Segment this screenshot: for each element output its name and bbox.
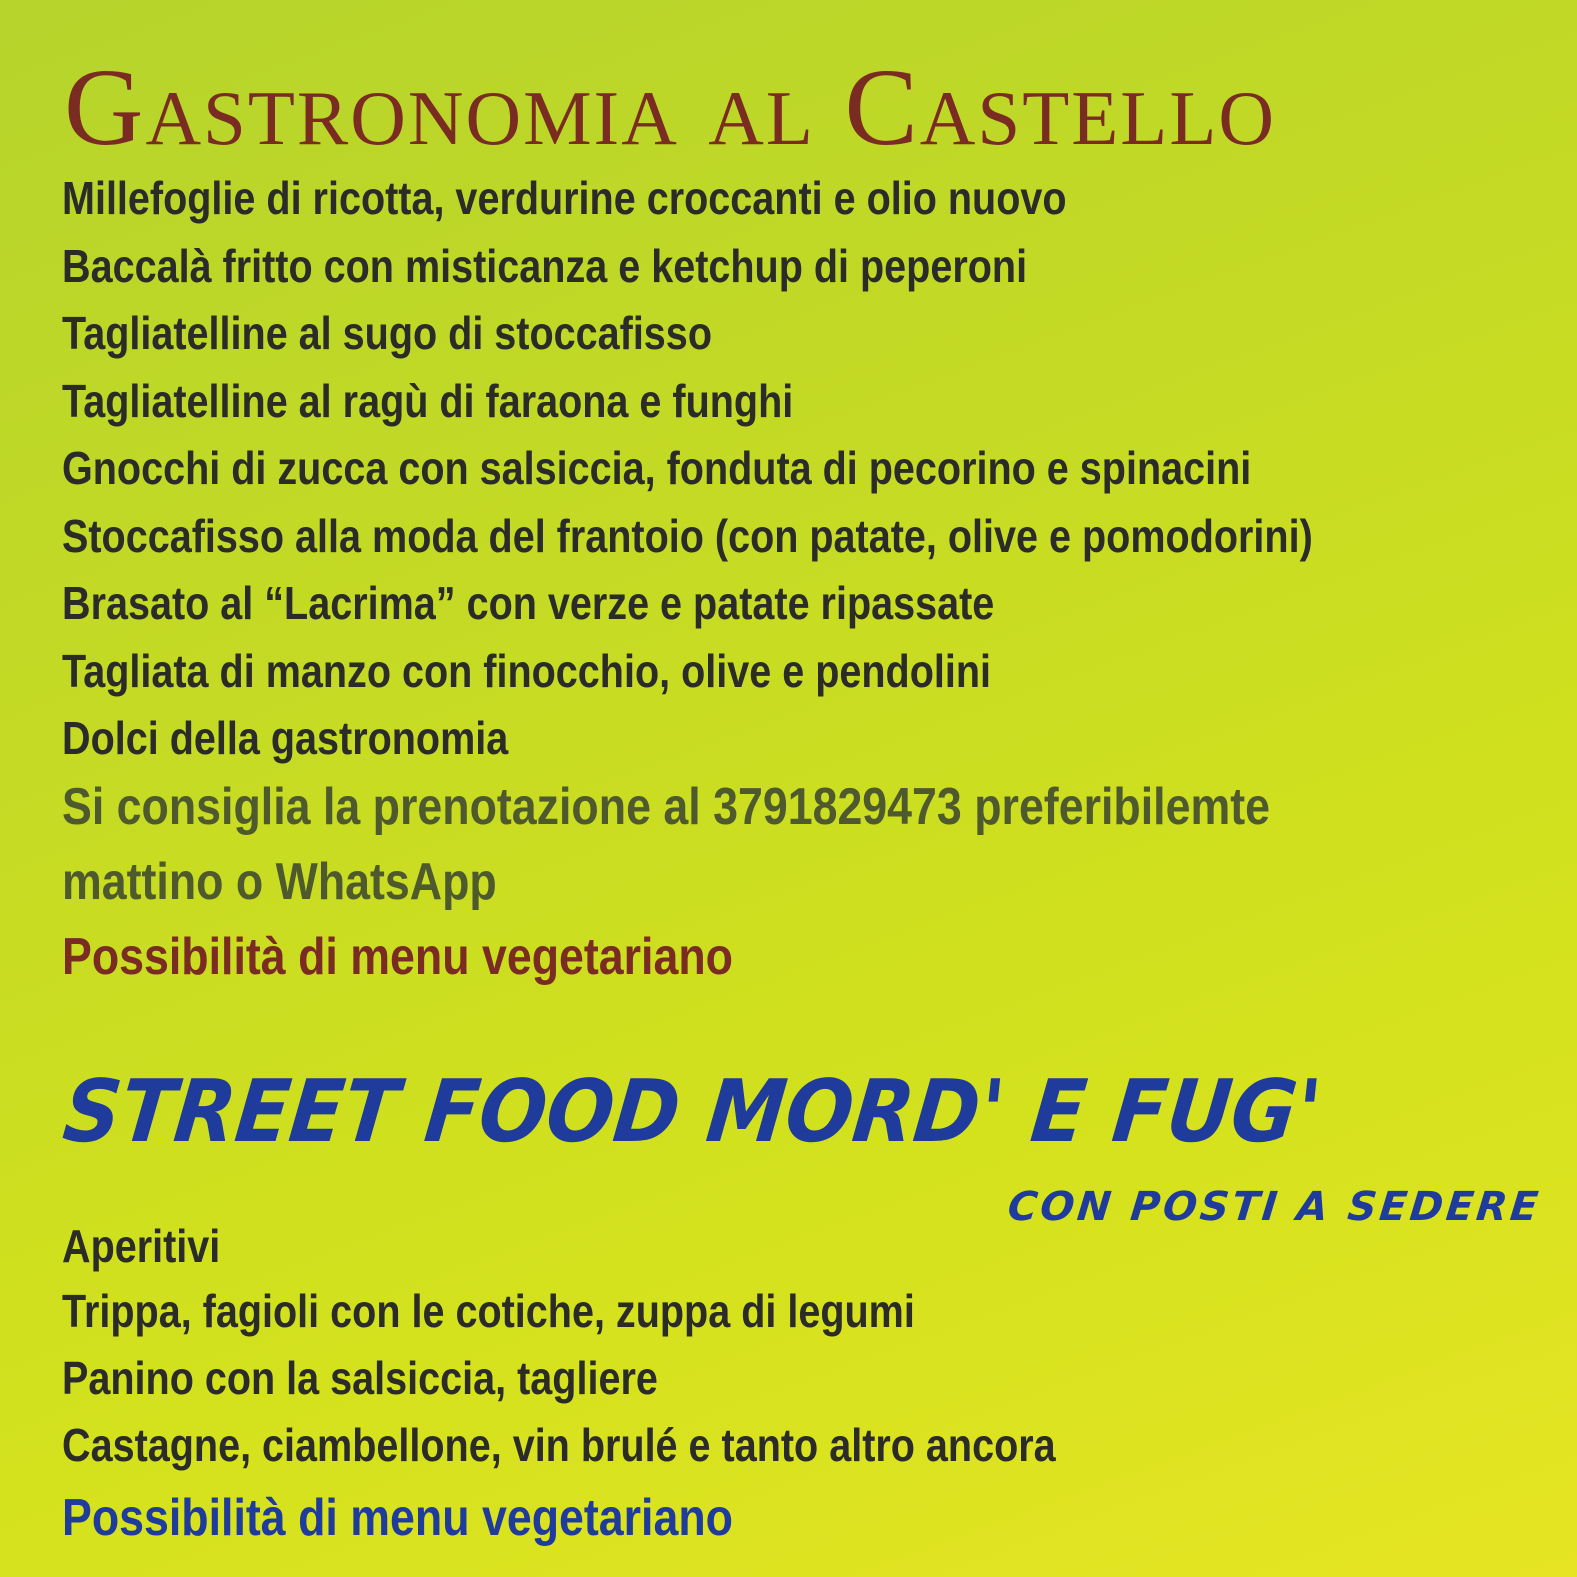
street-food-subtitle: CON POSTI A SEDERE: [1005, 1184, 1544, 1230]
street-food-item: Trippa, fagioli con le cotiche, zuppa di legumi: [62, 1285, 915, 1337]
gastronomia-item: Brasato al “Lacrima” con verze e patate ripassate: [62, 577, 995, 629]
gastronomia-item: Tagliatelline al sugo di stoccafisso: [62, 307, 712, 359]
street-food-item: Panino con la salsiccia, tagliere: [62, 1352, 658, 1404]
reservation-note-continued: mattino o WhatsApp: [62, 853, 497, 911]
reservation-note: Si consiglia la prenotazione al 3791829473 preferibilemte: [62, 778, 1270, 836]
gastronomia-item: Millefoglie di ricotta, verdurine croccanti e olio nuovo: [62, 172, 1067, 224]
street-food-item: Aperitivi: [62, 1220, 221, 1272]
gastronomia-vegetarian-note: Possibilità di menu vegetariano: [62, 928, 733, 986]
gastronomia-item: Baccalà fritto con misticanza e ketchup di peperoni: [62, 240, 1028, 292]
gastronomia-item: Tagliata di manzo con finocchio, olive e pendolini: [62, 645, 992, 697]
street-food-item: Castagne, ciambellone, vin brulé e tanto altro ancora: [62, 1419, 1056, 1471]
gastronomia-item: Stoccafisso alla moda del frantoio (con patate, olive e pomodorini): [62, 510, 1313, 562]
gastronomia-item: Gnocchi di zucca con salsiccia, fonduta di pecorino e spinacini: [62, 442, 1252, 494]
street-food-title: STREET FOOD MORD' E FUG': [58, 1062, 1326, 1162]
gastronomia-item: Tagliatelline al ragù di faraona e funghi: [62, 375, 794, 427]
gastronomia-item: Dolci della gastronomia: [62, 712, 509, 764]
gastronomia-title: Gastronomia al Castello: [64, 46, 1276, 168]
street-food-vegetarian-note: Possibilità di menu vegetariano: [62, 1489, 733, 1547]
